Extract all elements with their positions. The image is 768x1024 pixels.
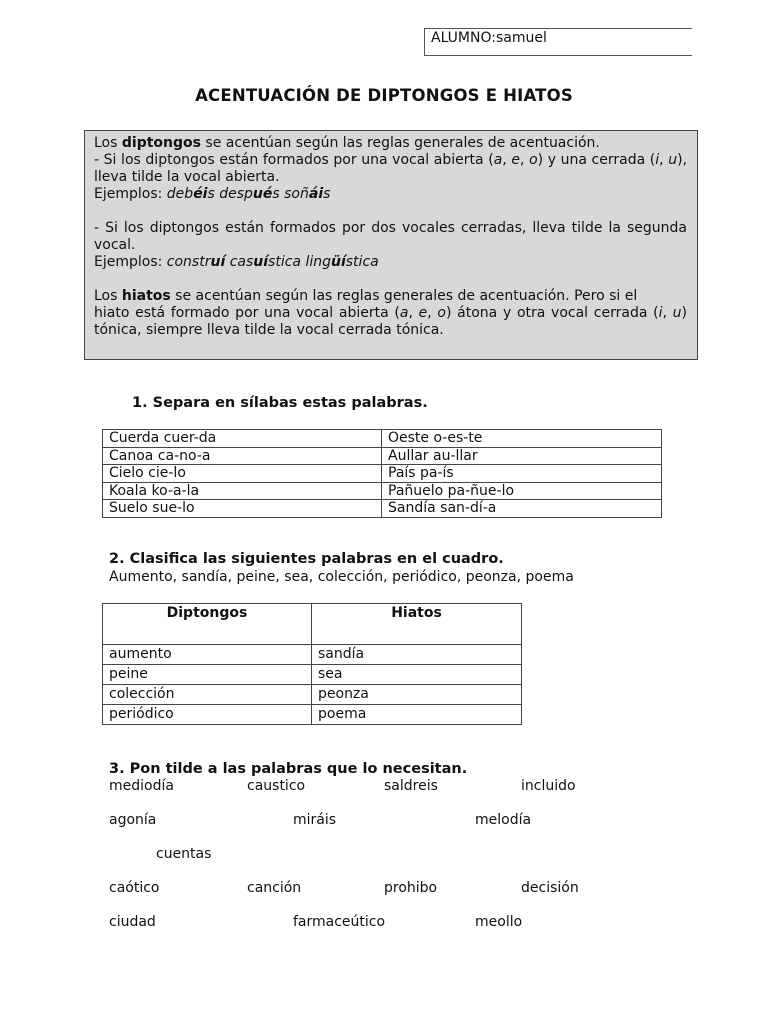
table-cell: Cielo cie-lo: [103, 465, 382, 483]
table-cell: sandía: [312, 645, 522, 665]
word-item: melodía: [475, 812, 532, 828]
table-row: [103, 465, 662, 483]
table-cell: Canoa ca-no-a: [103, 447, 382, 465]
rule-hiatos-2: hiato está formado por una vocal abierta (a, e, o) átona y otra vocal cerrada (i, u) tónica, siempre lleva tilde la vocal cerrada tónica.: [94, 305, 687, 338]
word-item: decisión: [521, 880, 579, 896]
word-item: caustico: [247, 778, 306, 794]
examples-2: Ejemplos: construí casuística lingüística: [94, 254, 379, 270]
table-cell: periódico: [103, 705, 312, 725]
table-row: [103, 482, 662, 500]
word-item: agonía: [109, 812, 157, 828]
table-row: [103, 685, 522, 705]
classify-table: [102, 603, 522, 725]
section1-title: 1. Separa en sílabas estas palabras.: [132, 395, 428, 411]
table-cell: Pañuelo pa-ñue-lo: [382, 482, 662, 500]
table-cell: Cuerda cuer-da: [103, 430, 382, 448]
student-label: ALUMNO:: [431, 30, 496, 46]
rule-diptongos-cerradas: - Si los diptongos están formados por dos vocales cerradas, lleva tilde la segunda vocal.: [94, 220, 687, 253]
table-cell: Suelo sue-lo: [103, 500, 382, 518]
rule-diptongos-abierta: - Si los diptongos están formados por una vocal abierta (a, e, o) y una cerrada (i, u), lleva tilde la vocal abierta.: [94, 152, 688, 185]
word-item: incluido: [521, 778, 576, 794]
section2-title: 2. Clasifica las siguientes palabras en el cuadro.: [109, 551, 504, 567]
word-item: canción: [247, 880, 302, 896]
rule-diptongos: Los diptongos se acentúan según las reglas generales de acentuación.: [94, 135, 600, 151]
table-row: [103, 665, 522, 685]
table-cell: Sandía san-dí-a: [382, 500, 662, 518]
table-cell: sea: [312, 665, 522, 685]
word-item: farmaceútico: [293, 914, 386, 930]
student-name: samuel: [495, 30, 547, 46]
table-row: [103, 705, 522, 725]
table-cell: Oeste o-es-te: [382, 430, 662, 448]
examples-1: Ejemplos: debéis después soñáis: [94, 186, 331, 202]
header-diptongos: Diptongos: [103, 604, 312, 645]
word-item: ciudad: [109, 914, 156, 930]
table-cell: aumento: [103, 645, 312, 665]
rule-hiatos: Los hiatos se acentúan según las reglas generales de acentuación. Pero si el: [94, 288, 638, 304]
word-item: prohibo: [384, 880, 438, 896]
word-item: meollo: [475, 914, 523, 930]
section2-words: Aumento, sandía, peine, sea, colección, periódico, peonza, poema: [109, 569, 574, 585]
section3-title: 3. Pon tilde a las palabras que lo necesitan.: [109, 761, 468, 777]
header-hiatos: Hiatos: [312, 604, 522, 645]
word-item: cuentas: [156, 846, 212, 862]
word-item: mediodía: [109, 778, 174, 794]
table-row: [103, 645, 522, 665]
table-cell: Koala ko-a-la: [103, 482, 382, 500]
rules-box: [84, 130, 698, 360]
table-row: [103, 447, 662, 465]
table-cell: Aullar au-llar: [382, 447, 662, 465]
word-item: caótico: [109, 880, 160, 896]
table-cell: peine: [103, 665, 312, 685]
table-header-row: [103, 604, 522, 645]
table-cell: peonza: [312, 685, 522, 705]
page-title: ACENTUACIÓN DE DIPTONGOS E HIATOS: [195, 86, 573, 105]
table-row: [103, 500, 662, 518]
student-field: [424, 28, 692, 56]
word-item: miráis: [293, 812, 337, 828]
table-cell: poema: [312, 705, 522, 725]
table-cell: País pa-ís: [382, 465, 662, 483]
syllable-table: [102, 429, 662, 518]
table-cell: colección: [103, 685, 312, 705]
word-item: saldreis: [384, 778, 438, 794]
table-row: [103, 430, 662, 448]
